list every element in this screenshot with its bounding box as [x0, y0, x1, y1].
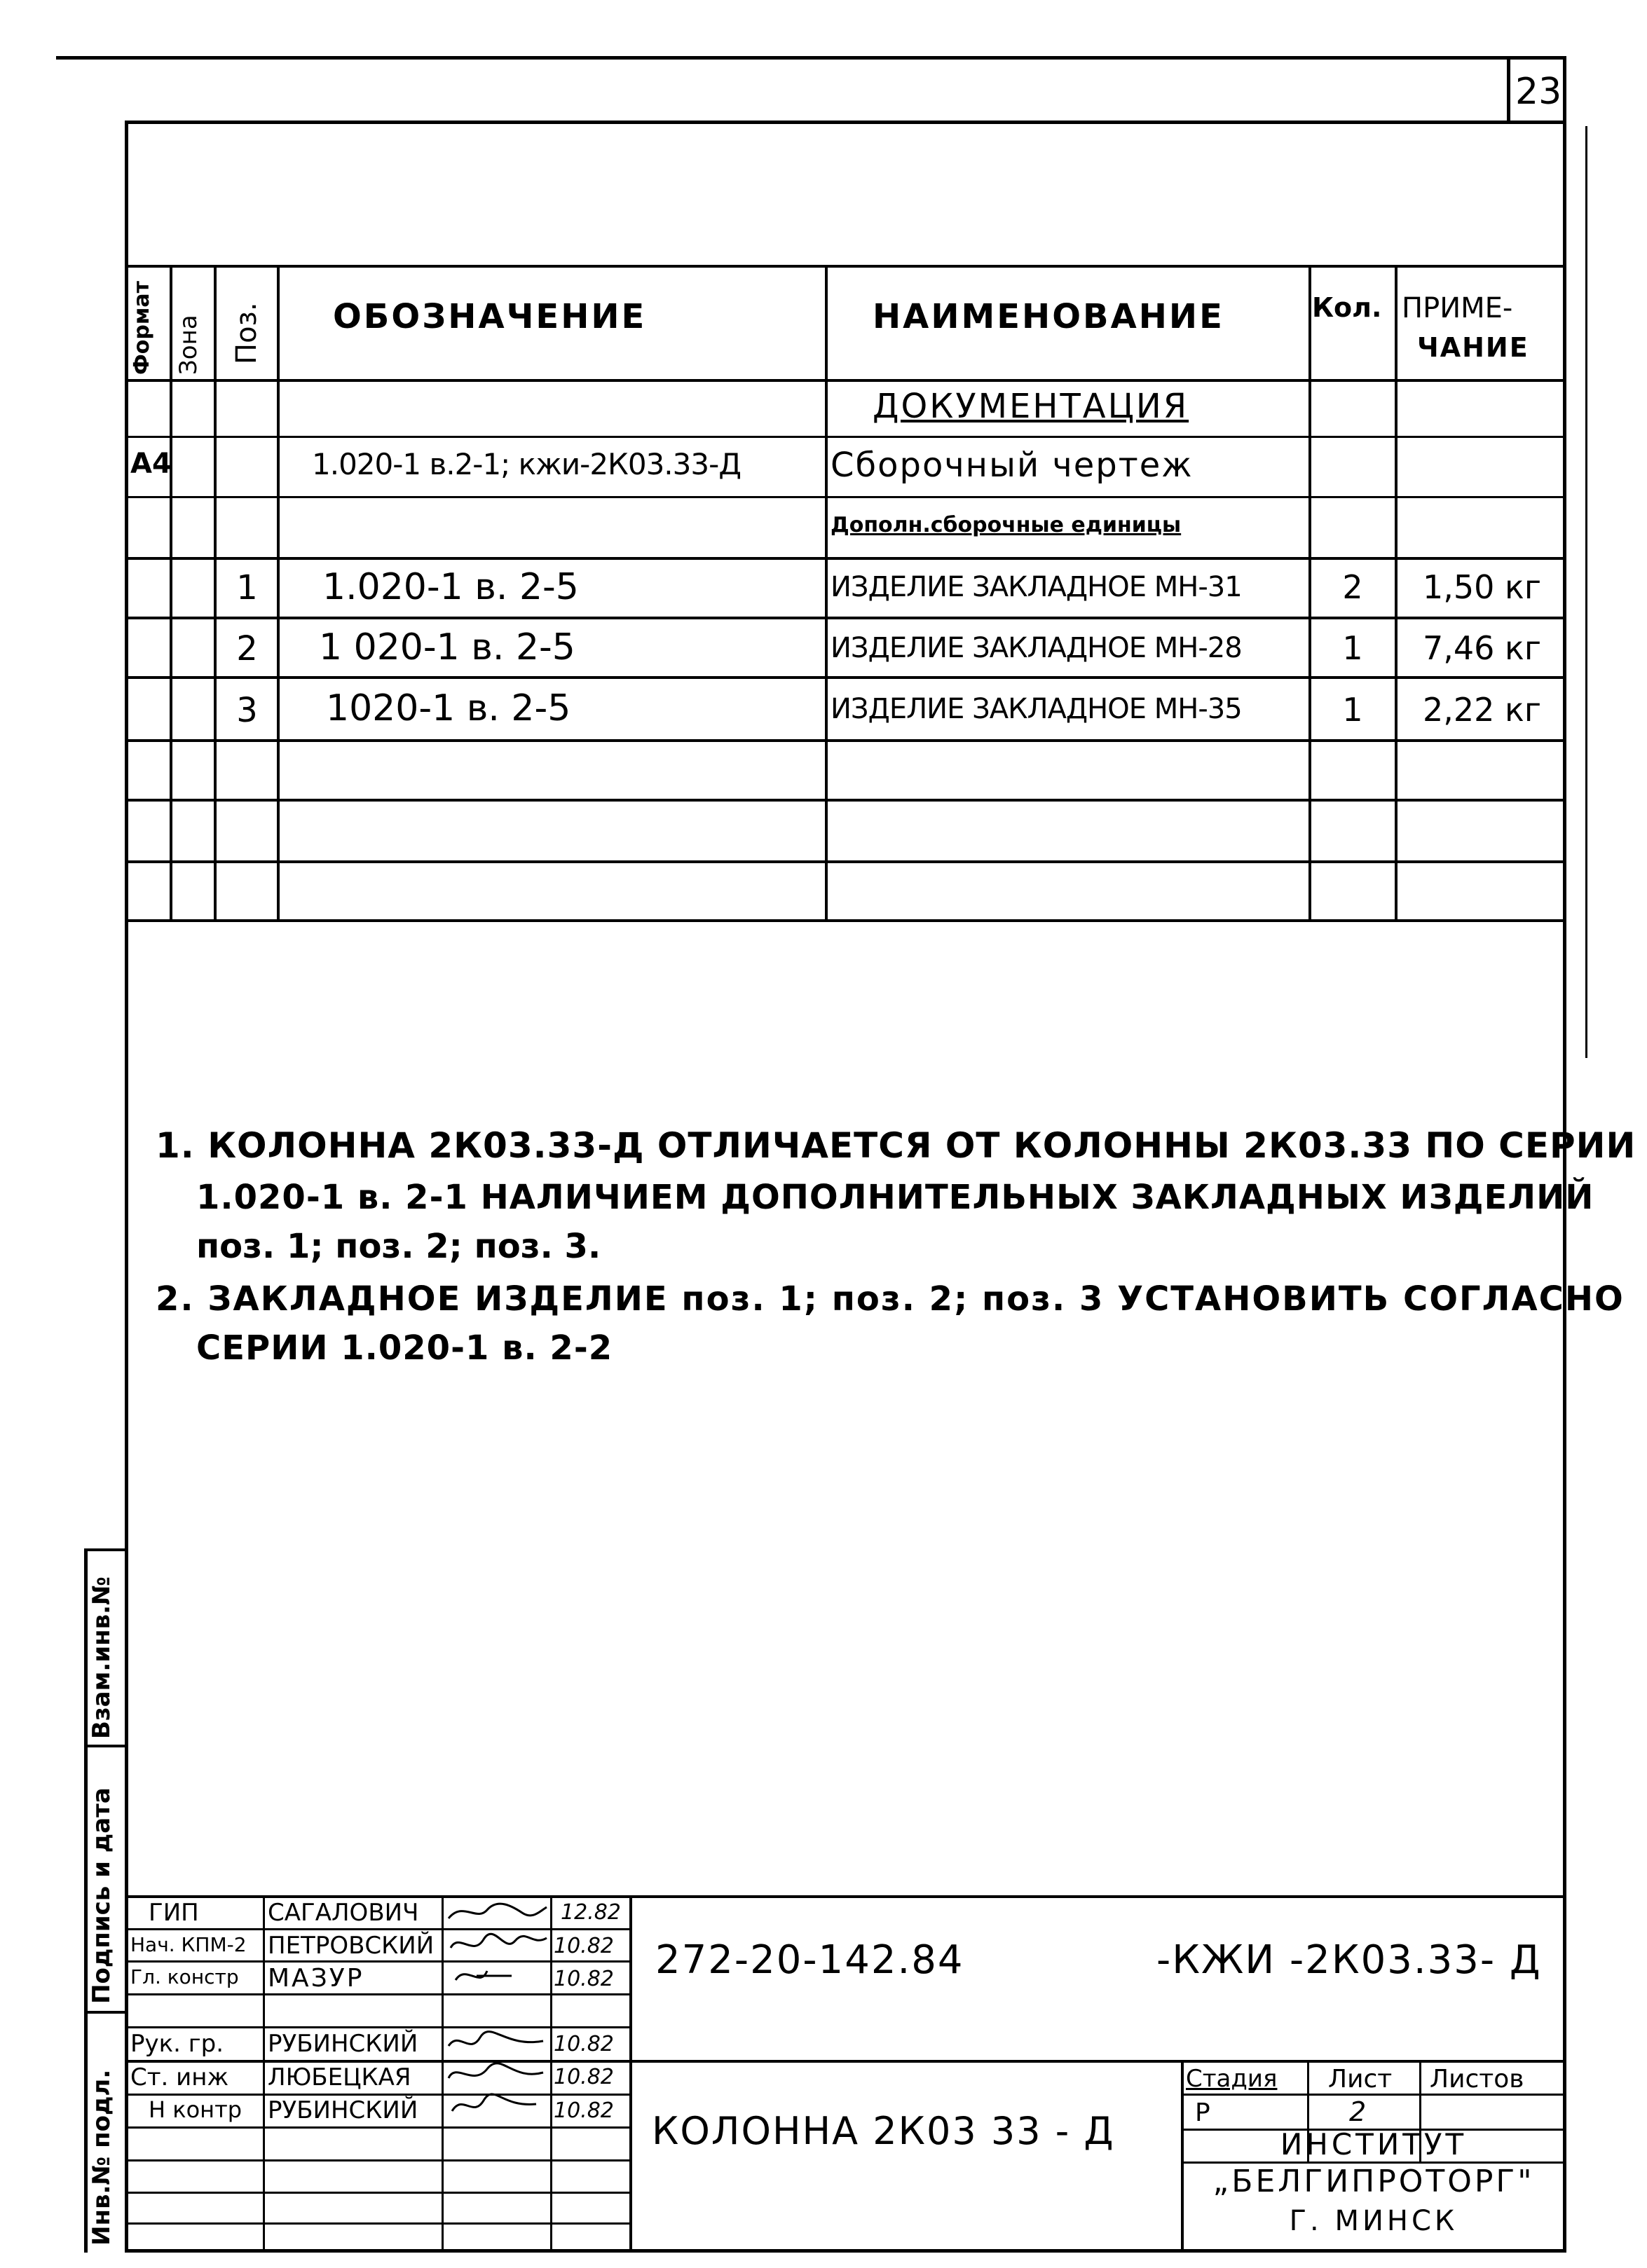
- person-name: РУБИНСКИЙ: [268, 2030, 418, 2058]
- person-name: САГАЛОВИЧ: [268, 1899, 419, 1927]
- person-role: Н контр: [149, 2096, 242, 2123]
- person-date: 10.82: [554, 2065, 614, 2089]
- signature-image: [445, 1897, 550, 2129]
- col-designation-header: ОБОЗНАЧЕНИЕ: [333, 297, 647, 336]
- item-name-title: КОЛОННА 2К03 33 - Д: [652, 2109, 1115, 2153]
- person-date: 10.82: [554, 1934, 614, 1958]
- person-role: Гл. констр: [130, 1965, 239, 1988]
- col-note-header-1: ПРИМЕ-: [1402, 292, 1513, 324]
- item-pos: 2: [236, 629, 258, 668]
- doc-code: 272-20-142.84: [655, 1937, 964, 1983]
- doc-suffix: -КЖИ -2К03.33- Д: [1156, 1937, 1542, 1983]
- stamp-vzam-inv: Взам.инв.№: [88, 1576, 116, 1739]
- person-date: 12.82: [561, 1900, 621, 1925]
- person-date: 10.82: [554, 2032, 614, 2056]
- item-designation: 1 020-1 в. 2-5: [319, 626, 575, 668]
- person-date: 10.82: [554, 2098, 614, 2123]
- doc-name: Сборочный чертеж: [831, 446, 1194, 485]
- item-qty: 1: [1342, 691, 1363, 729]
- stage-value: Р: [1195, 2098, 1210, 2127]
- col-pos-header: Поз.: [231, 302, 263, 364]
- item-pos: 1: [236, 568, 258, 607]
- sheets-header: Листов: [1430, 2065, 1524, 2094]
- col-format-header: Формат: [130, 281, 154, 375]
- stamp-inv-podl: Инв.№ подл.: [88, 2069, 116, 2246]
- person-name: ПЕТРОВСКИЙ: [268, 1932, 435, 1960]
- sheet-number: 23: [1515, 71, 1562, 113]
- person-name: МАЗУР: [268, 1964, 364, 1993]
- note-line: 2. ЗАКЛАДНОЕ ИЗДЕЛИЕ поз. 1; поз. 2; поз. 3 УСТАНОВИТЬ СОГЛАСНО: [156, 1279, 1625, 1319]
- doc-designation: 1.020-1 в.2-1; кжи-2К03.33-Д: [312, 447, 742, 481]
- section-assemblies: Дополн.сборочные единицы: [831, 513, 1182, 537]
- note-line: поз. 1; поз. 2; поз. 3.: [196, 1227, 601, 1266]
- item-name: ИЗДЕЛИЕ ЗАКЛАДНОЕ МН-31: [831, 571, 1242, 603]
- col-zone-header: Зона: [175, 315, 203, 375]
- item-pos: 3: [236, 691, 258, 730]
- col-name-header: НАИМЕНОВАНИЕ: [873, 297, 1224, 336]
- person-role: Нач. КПМ-2: [130, 1933, 247, 1956]
- person-role: Рук. гр.: [130, 2030, 224, 2058]
- col-qty-header: Кол.: [1312, 292, 1382, 323]
- item-designation: 1020-1 в. 2-5: [326, 687, 571, 729]
- item-note: 2,22 кг: [1423, 691, 1541, 729]
- person-name: РУБИНСКИЙ: [268, 2096, 418, 2124]
- note-line: 1.020-1 в. 2-1 НАЛИЧИЕМ ДОПОЛНИТЕЛЬНЫХ ЗАКЛАДНЫХ ИЗДЕЛИЙ: [196, 1178, 1594, 1217]
- org-line-3: Г. МИНСК: [1289, 2205, 1458, 2237]
- item-note: 7,46 кг: [1423, 629, 1541, 667]
- item-note: 1,50 кг: [1423, 568, 1541, 606]
- person-role: Ст. инж: [130, 2063, 229, 2091]
- person-date: 10.82: [554, 1967, 614, 1991]
- note-line: 1. КОЛОННА 2К03.33-Д ОТЛИЧАЕТСЯ ОТ КОЛОННЫ 2К03.33 ПО СЕРИИ: [156, 1125, 1636, 1166]
- org-line-2: „БЕЛГИПРОТОРГ": [1212, 2164, 1535, 2199]
- item-qty: 1: [1342, 629, 1363, 667]
- section-documentation: ДОКУМЕНТАЦИЯ: [873, 387, 1189, 426]
- person-role: ГИП: [149, 1899, 199, 1927]
- org-line-1: ИНСТИТУТ: [1280, 2127, 1468, 2162]
- col-note-header-2: ЧАНИЕ: [1417, 332, 1529, 363]
- item-name: ИЗДЕЛИЕ ЗАКЛАДНОЕ МН-35: [831, 693, 1242, 725]
- stamp-signature-date: Подпись и дата: [88, 1787, 116, 2004]
- sheet-value: 2: [1349, 2096, 1367, 2127]
- item-qty: 2: [1342, 568, 1363, 606]
- person-name: ЛЮБЕЦКАЯ: [268, 2063, 411, 2091]
- sheet-header: Лист: [1328, 2065, 1393, 2094]
- item-designation: 1.020-1 в. 2-5: [322, 566, 579, 608]
- doc-format: А4: [130, 448, 172, 480]
- stage-header: Стадия: [1186, 2065, 1278, 2093]
- note-line: СЕРИИ 1.020-1 в. 2-2: [196, 1328, 613, 1368]
- item-name: ИЗДЕЛИЕ ЗАКЛАДНОЕ МН-28: [831, 632, 1242, 664]
